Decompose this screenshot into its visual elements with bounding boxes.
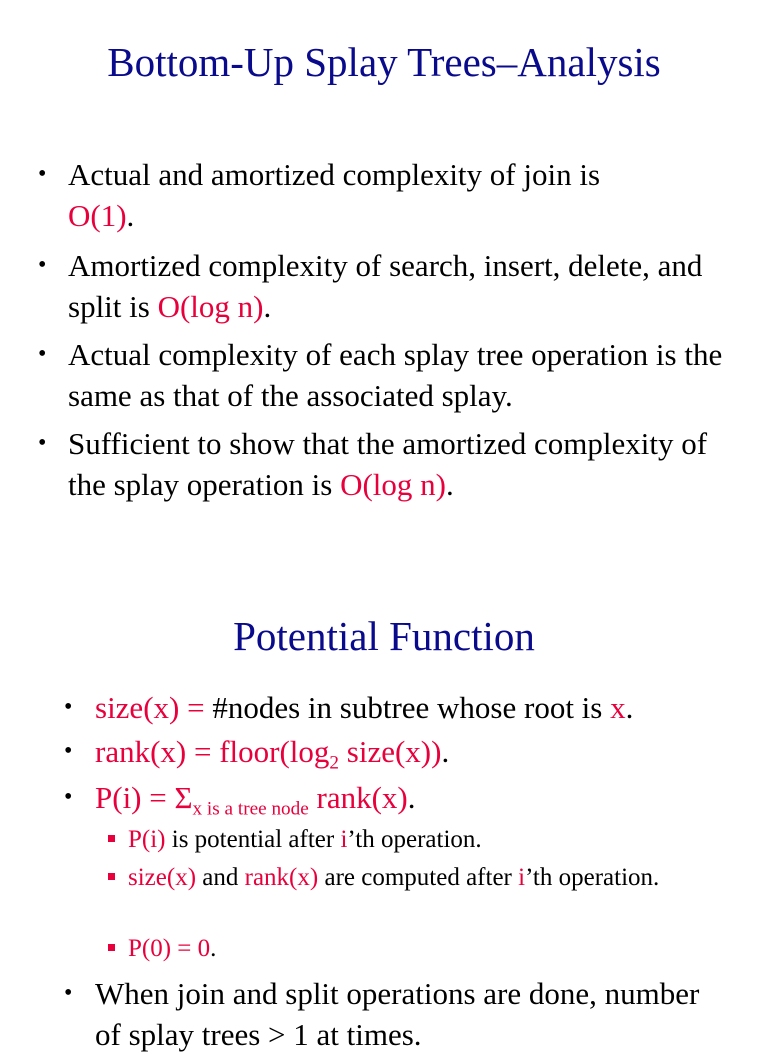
size-term: size(x) <box>128 864 197 891</box>
potential-term: P(i) <box>128 826 166 853</box>
complexity-ologn: O(log n) <box>157 289 264 324</box>
rank-formula-tail: size(x)) <box>339 734 442 769</box>
slide-title-analysis: Bottom-Up Splay Trees–Analysis <box>107 39 661 85</box>
bullet-text: #nodes in subtree whose root is <box>204 690 611 725</box>
bullet-sufficient <box>68 423 718 505</box>
punct: . <box>263 289 272 324</box>
square-bullet-icon <box>108 873 115 880</box>
sum-subscript: x is a tree node <box>192 798 309 820</box>
subbullet-potential-after <box>128 823 748 856</box>
var-i: i <box>518 864 526 891</box>
bullet-dot: • <box>64 694 73 720</box>
bullet-join-complexity <box>68 154 748 236</box>
var-i: i <box>340 826 348 853</box>
potential-formula-tail: rank(x) <box>308 780 408 815</box>
bullet-text: Sufficient to show that the amortized complexity of the splay operation is <box>68 426 708 502</box>
subbullet-computed-after <box>128 861 688 894</box>
initial-potential: P(0) = 0 <box>128 935 211 962</box>
rank-formula: rank(x) = floor(log <box>95 734 330 769</box>
complexity-o1: O(1) <box>68 198 127 233</box>
potential-formula: P(i) = Σ <box>95 780 193 815</box>
punct: . <box>126 198 135 233</box>
square-bullet-icon <box>108 835 115 842</box>
rank-term: rank(x) <box>244 864 319 891</box>
bullet-size-def <box>95 687 755 728</box>
bullet-dot: • <box>64 738 73 764</box>
complexity-ologn: O(log n) <box>340 467 446 502</box>
slide-title-potential: Potential Function <box>233 613 535 659</box>
square-bullet-icon <box>108 944 115 951</box>
log-base: 2 <box>329 752 340 774</box>
sub-text-tail: ’th operation. <box>525 864 660 891</box>
bullet-text: Amortized complexity of search, insert, delete, and split is <box>68 248 703 324</box>
bullet-dot: • <box>38 161 47 187</box>
bullet-dot: • <box>38 341 47 367</box>
punct: . <box>210 935 217 962</box>
bullet-text: Actual and amortized complexity of join is <box>68 157 601 192</box>
bullet-dot: • <box>64 784 73 810</box>
punct: . <box>441 734 450 769</box>
bullet-dot: • <box>64 980 73 1006</box>
size-term: size(x) = <box>95 690 205 725</box>
bullet-dot: • <box>38 252 47 278</box>
punct: . <box>445 467 454 502</box>
punct: . <box>407 780 416 815</box>
var-x: x <box>610 690 626 725</box>
bullet-rank-def <box>95 731 755 784</box>
bullet-potential-def <box>95 777 755 830</box>
sub-text: are computed after <box>318 864 519 891</box>
sub-text-tail: ’th operation. <box>347 826 482 853</box>
bullet-join-split-trees: When join and split operations are done, number of splay trees > 1 at times. <box>95 976 700 1052</box>
bullet-dot: • <box>38 430 47 456</box>
sub-text: and <box>196 864 245 891</box>
bullet-actual-complexity: Actual complexity of each splay tree operation is the same as that of the associated splay. <box>68 337 723 413</box>
bullet-amortized-ops <box>68 245 748 327</box>
punct: . <box>625 690 634 725</box>
subbullet-initial-potential <box>128 932 728 965</box>
sub-text: is potential after <box>165 826 341 853</box>
